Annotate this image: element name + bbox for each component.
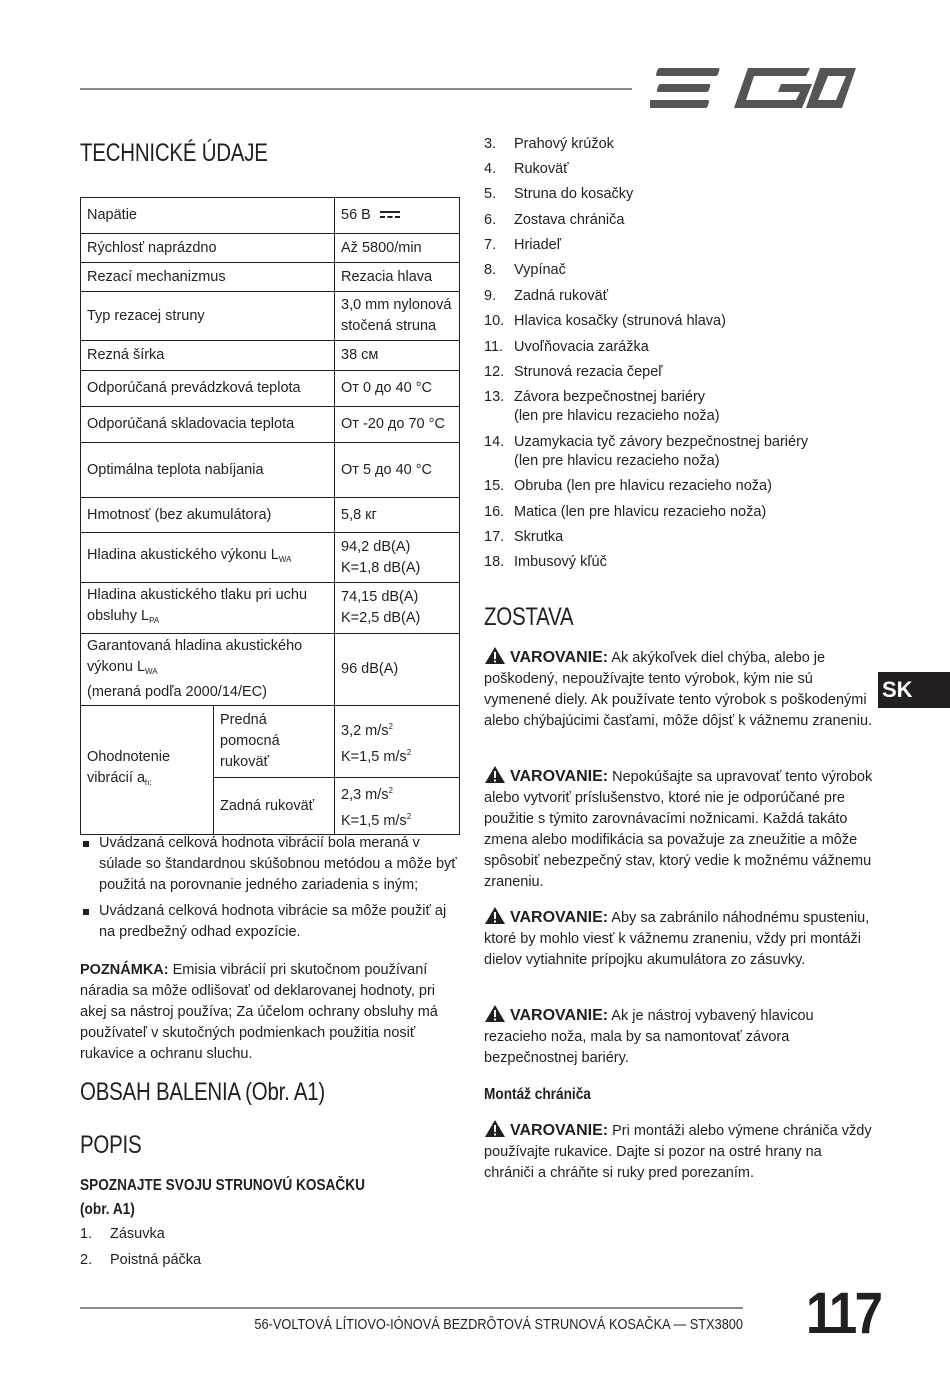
spec-table <box>80 197 460 835</box>
spec-label-front-handle: Predná pomocná rukoväť <box>214 706 335 778</box>
warning-icon <box>484 1004 506 1023</box>
parts-list-right: 3. Prahový krúžok 4. Rukoväť 5. Struna do kosačky 6. Zostava chrániča 7. Hriadeľ 8. Vypínač 9. Zadná rukoväť 10. Hlavica kosačky (strunová hlava) 11. Uvoľňovacia zarážka 12. Strunová rezacia čepeľ 15. Obruba (len pre hlavicu rezacieho noža) 16. Matica (len pre hlavicu rezacieho noža) 17. Skrutka 18. Imbusový kľúč <box>484 136 772 570</box>
montaz-title: Montáž chrániča <box>484 1086 591 1103</box>
warning-icon <box>484 765 506 784</box>
parts-list-right-multiline: 13. Závora bezpečnostnej bariéry (len pre hlavicu rezacieho noža) 14. Uzamykacia tyč závory bezpečnostnej bariéry (len pre hlavicu rezacieho noža) <box>484 389 809 469</box>
spec-value: От 0 до 40 °C <box>335 371 460 407</box>
spec-label: Rýchlosť naprázdno <box>81 234 335 263</box>
tech-title: TECHNICKÉ ÚDAJE <box>80 139 268 167</box>
spec-label-guaranteed: Garantovaná hladina akustického výkonu $L_{WA}$ (meraná podľa 2000/14/EC) <box>81 634 335 706</box>
spec-label: Napätie <box>81 198 335 234</box>
bullet-item: Uvádzaná celková hodnota vibrácie sa môže použiť aj na predbežný odhad expozície. <box>80 901 465 943</box>
language-tab: SK <box>878 672 950 708</box>
spec-value: От 5 до 40 °C <box>335 443 460 498</box>
popis-subtitle: SPOZNAJTE SVOJU STRUNOVÚ KOSAČKU (obr. A1) <box>80 1177 365 1218</box>
spec-label: Rezná šírka <box>81 341 335 371</box>
spec-label: Optimálna teplota nabíjania <box>81 443 335 498</box>
spec-label: Odporúčaná skladovacia teplota <box>81 407 335 443</box>
spec-label-lpa: Hladina akustického tlaku pri uchu obsluhy $L_{PA}$ <box>81 583 335 634</box>
spec-label-rear-handle: Zadná rukoväť <box>214 778 335 835</box>
note-paragraph: POZNÁMKA: Emisia vibrácií pri skutočnom používaní náradia sa môže odlišovať od deklarovanej hodnoty, pri akej sa nástroj používa; Za účelom ochrany obsluhy má používateľ v skutočných podmienkach použitia nosiť rukavice a ochranu sluchu. <box>80 962 438 1062</box>
spec-value: 38 см <box>335 341 460 371</box>
warning-5: VAROVANIE: Pri montáži alebo výmene chrániča vždy používajte rukavice. Dajte si pozor na ostré hrany na chrániči a chráňte si ruky pred porezaním. <box>484 1119 874 1184</box>
spec-value-lwa: 94,2 dB(A) K=1,8 dB(A) <box>335 533 460 583</box>
spec-value-lpa: 74,15 dB(A) K=2,5 dB(A) <box>335 583 460 634</box>
spec-label: Typ rezacej struny <box>81 292 335 341</box>
footer-rule <box>80 1307 743 1309</box>
spec-value: От -20 до 70 °C <box>335 407 460 443</box>
spec-value-guaranteed: 96 dB(A) <box>335 634 460 706</box>
obsah-title: OBSAH BALENIA (Obr. A1) <box>80 1078 326 1106</box>
popis-title: POPIS <box>80 1131 142 1159</box>
ego-logo <box>650 62 862 114</box>
spec-label: Hmotnosť (bez akumulátora) <box>81 498 335 533</box>
spec-label: Odporúčaná prevádzková teplota <box>81 371 335 407</box>
zostava-title: ZOSTAVA <box>484 603 574 631</box>
spec-label: Rezací mechanizmus <box>81 263 335 292</box>
note-label: POZNÁMKA: <box>80 962 169 978</box>
vibration-notes <box>80 833 465 948</box>
spec-value: 5,8 кг <box>335 498 460 533</box>
parts-list-left: 1. Zásuvka 2. Poistná páčka <box>80 1226 202 1268</box>
warning-2: VAROVANIE: Nepokúšajte sa upravovať tento výrobok alebo vytvoriť príslušenstvo, ktoré nie je odporúčané pre použitie s týmito zarovnávacími nožnicami. Každá takáto zmena alebo modifikácia sa považuje za zneužitie a môže spôsobiť nebezpečný stav, ktorý vedie k možnému vážnemu zraneniu. <box>484 765 874 893</box>
spec-value-front-handle: 3,2 $m/s^2$ K=1,5 $m/s^2$ <box>335 706 460 778</box>
spec-value: 3,0 mm nylonová stočená struna <box>335 292 460 341</box>
spec-value: 56 B <box>335 198 460 234</box>
warning-icon <box>484 906 506 925</box>
spec-label-lwa: Hladina akustického výkonu $L_{WA}$ <box>81 533 335 583</box>
footer-title: 56-VOLTOVÁ LÍTIOVO-IÓNOVÁ BEZDRÔTOVÁ STRUNOVÁ KOSAČKA — STX3800 <box>254 1317 743 1333</box>
warning-icon <box>484 1119 506 1138</box>
header-rule <box>80 88 632 90</box>
warning-1: VAROVANIE: Ak akýkoľvek diel chýba, alebo je poškodený, nepoužívajte tento výrobok, kým nie sú vymenené diely. Ak používate tento výrobok s poškodenými alebo chýbajúcimi časťami, môže dôjsť k vážnemu zraneniu. <box>484 646 874 732</box>
dc-symbol-icon <box>379 210 401 220</box>
spec-label-vibration: Ohodnotenie vibrácií $a_{h:}$ <box>81 706 214 835</box>
warning-4: VAROVANIE: Ak je nástroj vybavený hlavicou rezacieho noža, mala by sa namontovať závora bezpečnostnej bariéry. <box>484 1004 874 1069</box>
spec-value: Až 5800/min <box>335 234 460 263</box>
page-number: 117 <box>806 1281 881 1346</box>
spec-value-rear-handle: 2,3 $m/s^2$ K=1,5 $m/s^2$ <box>335 778 460 835</box>
warning-icon <box>484 646 506 665</box>
bullet-item: Uvádzaná celková hodnota vibrácií bola meraná v súlade so štandardnou skúšobnou metódou a môže byť použitá na porovnanie jedného zariadenia s iným; <box>80 833 465 896</box>
spec-value: Rezacia hlava <box>335 263 460 292</box>
warning-3: VAROVANIE: Aby sa zabránilo náhodnému spusteniu, ktoré by mohlo viesť k vážnemu zraneniu, vždy pri montáži dielov vytiahnite prípojku akumulátora zo zásuvky. <box>484 906 874 971</box>
